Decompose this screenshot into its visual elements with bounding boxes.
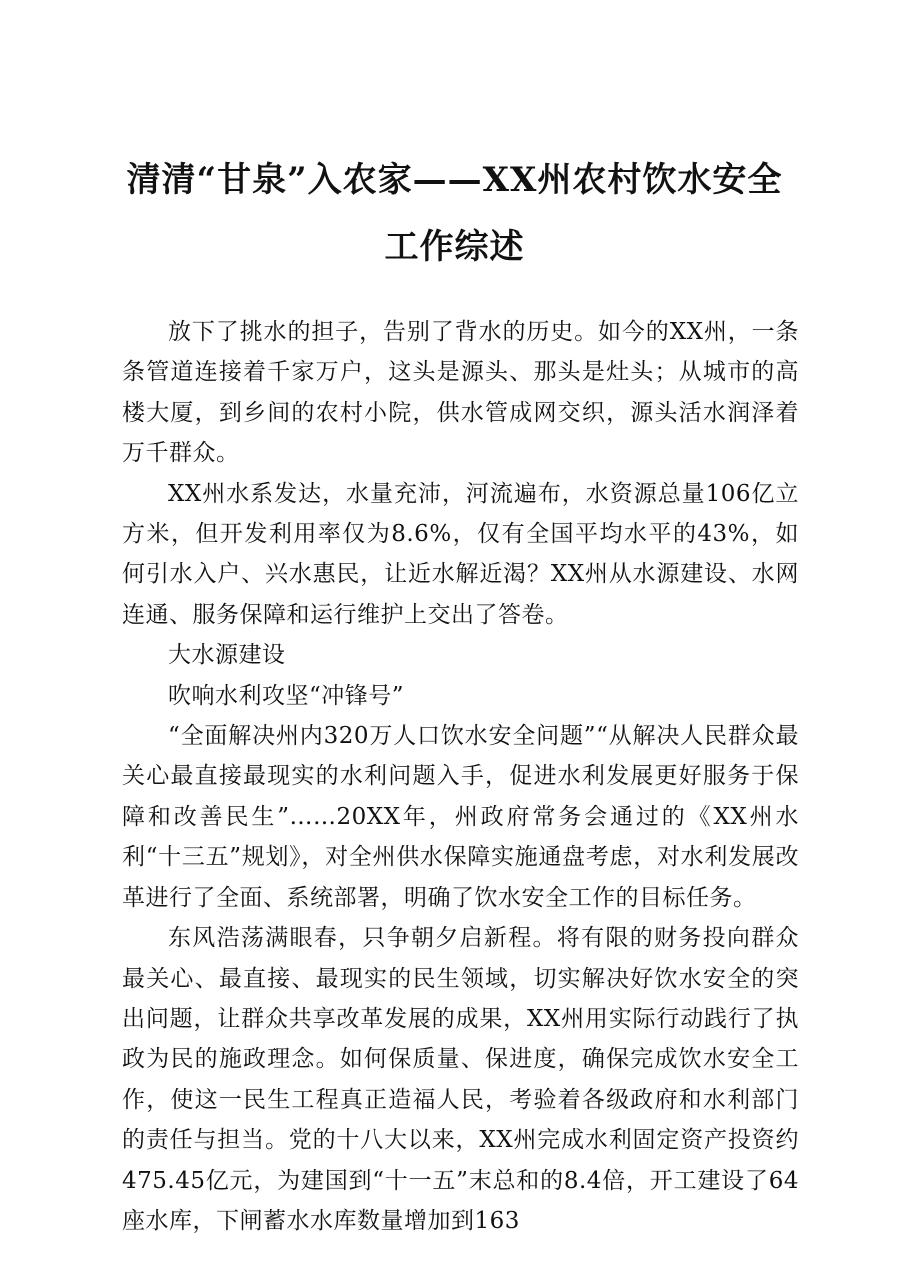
document-title-line-1: 清清“甘泉”入农家——XX州农村饮水安全 [126, 160, 783, 200]
section-heading: 大水源建设 [168, 642, 286, 669]
document-body [122, 312, 799, 1241]
paragraph-planning: “全面解决州内320万人口饮水安全问题”“从解决人民群众最关心最直接最现实的水利问题入手，促进水利发展更好服务于保障和改善民生”……20XX年，州政府常务会通过的《XX州水利“十三五”规划》，对全州供水保障实施通盘考虑，对水利发展改革进行了全面、系统部署，明确了饮水安全工作的目标任务。 [122, 723, 799, 911]
section-subheading: 吹响水利攻坚“冲锋号” [168, 682, 405, 709]
document-title-line-2: 工作综述 [384, 227, 525, 267]
paragraph-investment: 东风浩荡满眼春，只争朝夕启新程。将有限的财务投向群众最关心、最直接、最现实的民生领域，切实解决好饮水安全的突出问题，让群众共享改革发展的成果，XX州用实际行动践行了执政为民的施政理念。如何保质量、保进度，确保完成饮水安全工作，使这一民生工程真正造福人民，考验着各级政府和水利部门的责任与担当。党的十八大以来，XX州完成水利固定资产投资约475.45亿元，为建国到“十一五”末总和的8.4倍，开工建设了64座水库，下闸蓄水水库数量增加到163 [122, 925, 799, 1234]
paragraph-intro: 放下了挑水的担子，告别了背水的历史。如今的XX州，一条条管道连接着千家万户，这头是源头、那头是灶头；从城市的高楼大厦，到乡间的农村小院，供水管成网交织，源头活水润泽着万千群众。 [122, 319, 799, 467]
paragraph-water-resources: XX州水系发达，水量充沛，河流遍布，水资源总量106亿立方米，但开发利用率仅为8.6%，仅有全国平均水平的43%，如何引水入户、兴水惠民，让近水解近渴？XX州从水源建设、水网连通、服务保障和运行维护上交出了答卷。 [122, 480, 799, 628]
